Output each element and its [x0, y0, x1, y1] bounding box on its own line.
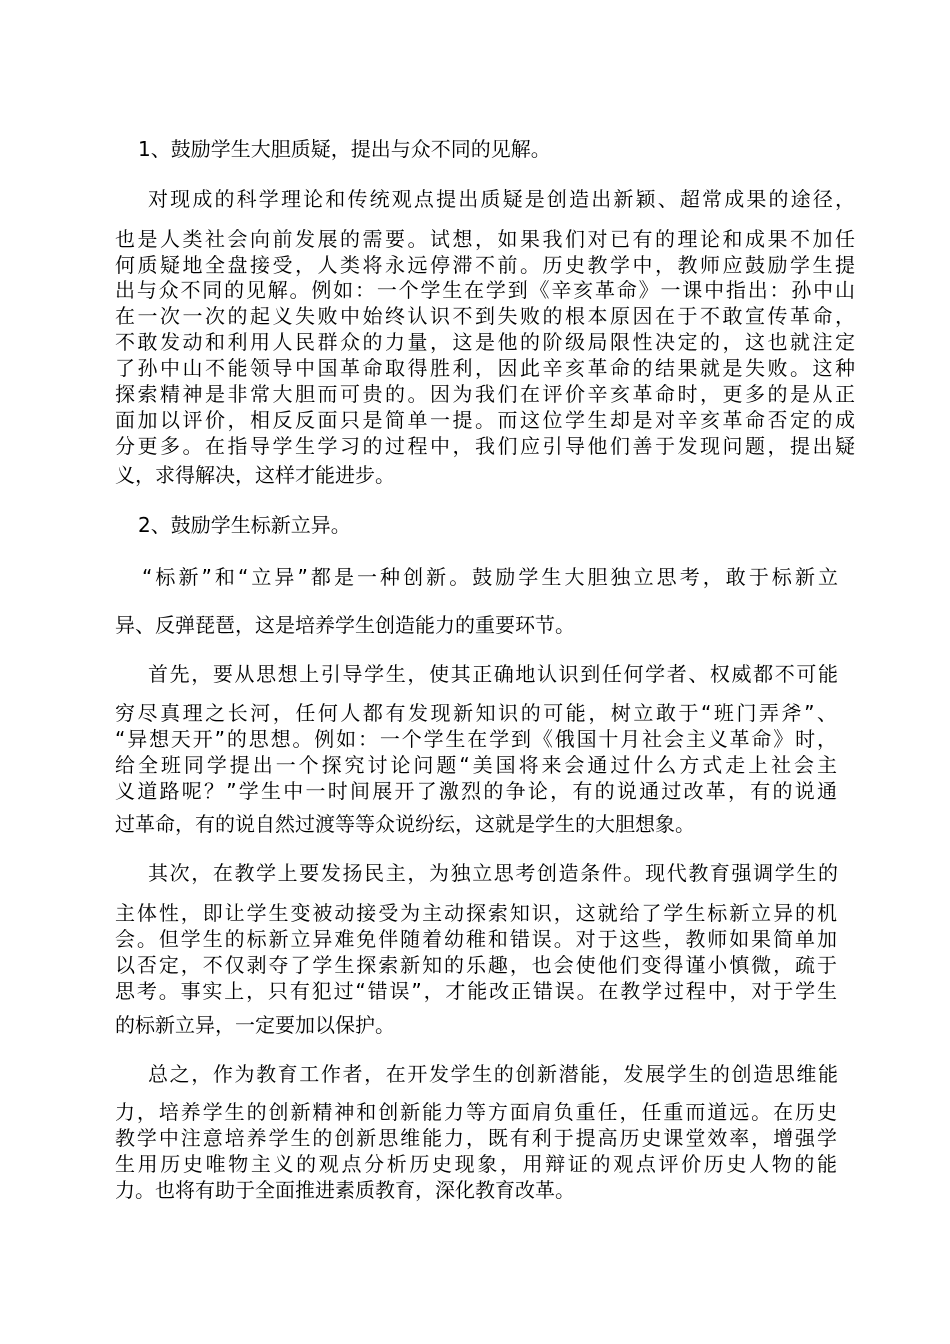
paragraph-line: 的标新立异，一定要加以保护。	[115, 1013, 395, 1037]
paragraph-line: 不敢发动和利用人民群众的力量，这是他的阶级局限性决定的，这也就注定	[115, 330, 855, 354]
paragraph-line: 穷尽真理之长河，任何人都有发现新知识的可能，树立敢于“班门弄斧”、	[115, 701, 837, 725]
paragraph-line: 力。也将有助于全面推进素质教育，深化教育改革。	[115, 1178, 575, 1202]
paragraph-line: 力，培养学生的创新精神和创新能力等方面肩负重任，任重而道远。在历史	[115, 1100, 837, 1124]
paragraph-line: 思考。事实上，只有犯过“错误”，才能改正错误。在教学过程中，对于学生	[115, 979, 837, 1003]
paragraph-line: 义，求得解决，这样才能进步。	[115, 463, 395, 487]
paragraph-line: 义道路呢？”学生中一时间展开了激烈的争论，有的说通过改革，有的说通	[115, 779, 837, 803]
paragraph-line: 也是人类社会向前发展的需要。试想，如果我们对已有的理论和成果不加任	[115, 227, 855, 251]
paragraph-line: 分更多。在指导学生学习的过程中，我们应引导他们善于发现问题，提出疑	[115, 434, 855, 458]
paragraph-line: “异想天开”的思想。例如：一个学生在学到《俄国十月社会主义革命》时，	[115, 727, 837, 751]
paragraph-line: 异、反弹琵琶，这是培养学生创造能力的重要环节。	[115, 613, 575, 637]
paragraph-line: 会。但学生的标新立异难免伴随着幼稚和错误。对于这些，教师如果简单加	[115, 927, 837, 951]
paragraph-line: 给全班同学提出一个探究讨论问题“美国将来会通过什么方式走上社会主	[115, 753, 837, 777]
paragraph-line: 总之，作为教育工作者，在开发学生的创新潜能，发展学生的创造思维能	[148, 1062, 838, 1086]
paragraph-line: 探索精神是非常大胆而可贵的。因为我们在评价辛亥革命时，更多的是从正	[115, 382, 855, 406]
paragraph-line: 生用历史唯物主义的观点分析历史现象，用辩证的观点评价历史人物的能	[115, 1152, 837, 1176]
paragraph-line: 出与众不同的见解。例如：一个学生在学到《辛亥革命》一课中指出：孙中山	[115, 278, 855, 302]
paragraph-line: 首先，要从思想上引导学生，使其正确地认识到任何学者、权威都不可能	[148, 662, 838, 686]
paragraph-line: 在一次一次的起义失败中始终认识不到失败的根本原因在于不敢宣传革命，	[115, 304, 855, 328]
paragraph-line: 以否定，不仅剥夺了学生探索新知的乐趣，也会使他们变得谨小慎微，疏于	[115, 953, 837, 977]
paragraph-line: 面加以评价，相反反面只是简单一提。而这位学生却是对辛亥革命否定的成	[115, 408, 855, 432]
paragraph-line: 对现成的科学理论和传统观点提出质疑是创造出新颖、超常成果的途径，	[148, 187, 855, 211]
paragraph-line: 其次，在教学上要发扬民主，为独立思考创造条件。现代教育强调学生的	[148, 861, 838, 885]
section-heading-1: 1、鼓励学生大胆质疑，提出与众不同的见解。	[138, 137, 551, 161]
paragraph-line: 主体性，即让学生变被动接受为主动探索知识，这就给了学生标新立异的机	[115, 901, 837, 925]
section-heading-2: 2、鼓励学生标新立异。	[138, 513, 351, 537]
paragraph-line: 了孙中山不能领导中国革命取得胜利，因此辛亥革命的结果就是失败。这种	[115, 356, 855, 380]
paragraph-line: 过革命，有的说自然过渡等等众说纷纭，这就是学生的大胆想象。	[115, 812, 695, 836]
paragraph-line: “标新”和“立异”都是一种创新。鼓励学生大胆独立思考，敢于标新立	[142, 565, 838, 589]
paragraph-line: 教学中注意培养学生的创新思维能力，既有利于提高历史课堂效率，增强学	[115, 1126, 837, 1150]
paragraph-line: 何质疑地全盘接受，人类将永远停滞不前。历史教学中，教师应鼓励学生提	[115, 253, 855, 277]
